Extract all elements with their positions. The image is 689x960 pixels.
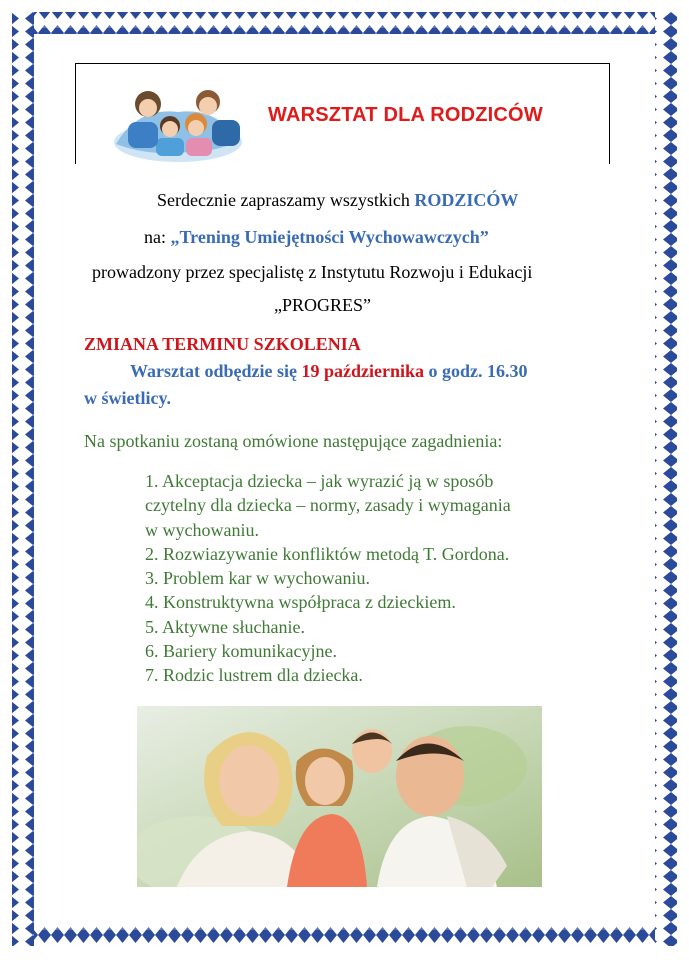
parents-highlight: RODZICÓW xyxy=(414,190,519,210)
date-highlight: 19 października xyxy=(301,361,424,381)
list-item: czytelny dla dziecka – normy, zasady i wymagania xyxy=(145,495,511,516)
family-clipart-image xyxy=(108,82,243,164)
institute-name: „PROGRES” xyxy=(274,295,372,315)
list-item: 6. Bariery komunikacyjne. xyxy=(145,641,337,662)
schedule-change-notice: ZMIANA TERMINU SZKOLENIA xyxy=(84,334,361,354)
family-photo-image xyxy=(137,706,542,887)
training-prefix: na: xyxy=(144,227,171,247)
invitation-line-3: prowadzony przez specjalistę z Instytutu Rozwoju i Edukacji xyxy=(92,262,533,282)
time-suffix: o godz. 16.30 xyxy=(424,361,528,381)
list-item: 3. Problem kar w wychowaniu. xyxy=(145,568,370,589)
list-item: 7. Rodzic lustrem dla dziecka. xyxy=(145,665,363,686)
list-item: 5. Aktywne słuchanie. xyxy=(145,616,305,637)
list-item: 4. Konstruktywna współpraca z dzieckiem. xyxy=(145,592,456,613)
invitation-prefix: Serdecznie zapraszamy wszystkich xyxy=(157,190,415,210)
workshop-place: w świetlicy. xyxy=(84,388,171,408)
date-prefix: Warsztat odbędzie się xyxy=(130,361,302,381)
list-item: 2. Rozwiazywanie konfliktów metodą T. Gordona. xyxy=(145,543,510,564)
workshop-date-line xyxy=(130,361,528,382)
topics-intro: Na spotkaniu zostaną omówione następujące zagadnienia: xyxy=(84,431,503,451)
invitation-line-1 xyxy=(157,190,518,211)
list-item: 1. Akceptacja dziecka – jak wyrazić ją w sposób xyxy=(145,471,494,491)
invitation-line-2 xyxy=(144,227,489,248)
list-item: w wychowaniu. xyxy=(145,519,259,540)
topics-list xyxy=(145,469,575,688)
page-title: WARSZTAT DLA RODZICÓW xyxy=(268,104,543,126)
training-name: „Trening Umiejętności Wychowawczych” xyxy=(170,227,489,247)
